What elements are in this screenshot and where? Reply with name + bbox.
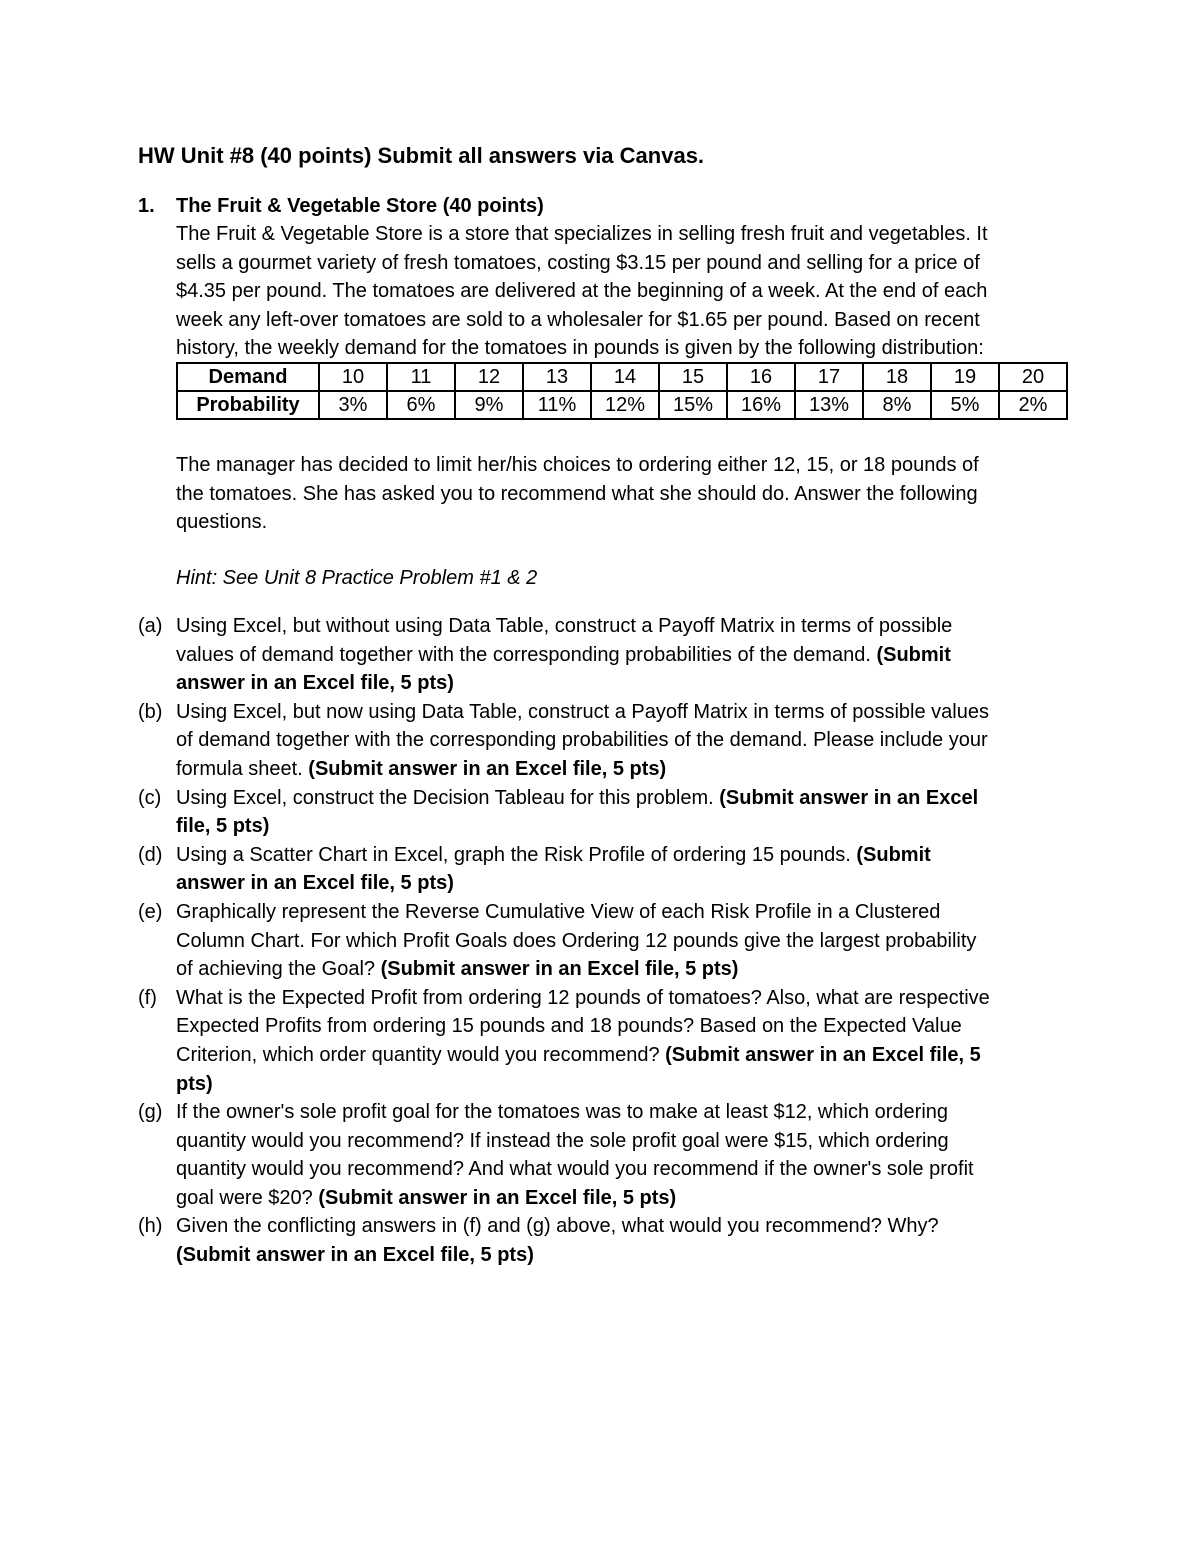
sub-question-letter: (b) bbox=[138, 700, 163, 723]
submit-instruction: (Submit answer in an Excel bbox=[719, 786, 979, 809]
question-intro bbox=[176, 220, 1066, 363]
sub-question-line bbox=[176, 669, 1078, 698]
demand-cell: 12 bbox=[455, 363, 523, 391]
sub-question-text: of achieving the Goal? bbox=[176, 958, 381, 981]
probability-cell: 9% bbox=[455, 391, 523, 419]
sub-question bbox=[138, 698, 1078, 784]
sub-question bbox=[138, 984, 1078, 1098]
sub-question-line bbox=[176, 1041, 1078, 1070]
sub-question-letter: (a) bbox=[138, 615, 163, 637]
probability-cell: 2% bbox=[999, 391, 1067, 419]
sub-question-line bbox=[176, 641, 1078, 670]
probability-cell: 3% bbox=[319, 391, 387, 419]
sub-question-line bbox=[176, 1012, 1078, 1041]
submit-instruction: file, 5 pts) bbox=[176, 815, 270, 838]
sub-question-text: of demand together with the corresponding probabilities of the demand. Please include your bbox=[176, 729, 988, 752]
question-heading: The Fruit & Vegetable Store (40 points) bbox=[176, 195, 544, 217]
submit-instruction: (Submit answer in an Excel file, 5 pts) bbox=[380, 958, 739, 981]
sub-question-text: Column Chart. For which Profit Goals does Ordering 12 pounds give the largest probability bbox=[176, 929, 977, 952]
demand-cell: 19 bbox=[931, 363, 999, 391]
sub-question-letter: (e) bbox=[138, 900, 163, 923]
sub-questions-list bbox=[138, 612, 1078, 1270]
probability-cell: 13% bbox=[795, 391, 863, 419]
sub-question-letter: (c) bbox=[138, 786, 162, 809]
demand-cell: 13 bbox=[523, 363, 591, 391]
sub-question-text: Given the conflicting answers in (f) and (g) above, what would you recommend? Why? bbox=[176, 1215, 939, 1238]
demand-cell: 15 bbox=[659, 363, 727, 391]
submit-instruction: (Submit answer in an Excel file, 5 pts) bbox=[318, 1186, 677, 1209]
demand-distribution-table bbox=[176, 362, 1068, 420]
submit-instruction: (Submit answer in an Excel file, 5 pts) bbox=[308, 757, 667, 780]
submit-instruction: answer in an Excel file, 5 pts) bbox=[176, 872, 454, 895]
sub-question-text: What is the Expected Profit from ordering 12 pounds of tomatoes? Also, what are respective bbox=[176, 986, 990, 1009]
sub-question-line bbox=[176, 1098, 1078, 1127]
sub-question-text: quantity would you recommend? And what would you recommend if the owner's sole profit bbox=[176, 1158, 974, 1181]
probability-cell: 16% bbox=[727, 391, 795, 419]
sub-question-line bbox=[176, 698, 1078, 727]
sub-question-text: Graphically represent the Reverse Cumulative View of each Risk Profile in a Clustered bbox=[176, 900, 941, 923]
demand-cell: 10 bbox=[319, 363, 387, 391]
submit-instruction: pts) bbox=[176, 1072, 213, 1095]
demand-header: Demand bbox=[177, 363, 319, 391]
probability-header: Probability bbox=[177, 391, 319, 419]
intro-line: history, the weekly demand for the tomatoes in pounds is given by the following distribution: bbox=[176, 337, 984, 360]
sub-question bbox=[138, 612, 1078, 698]
probability-cell: 5% bbox=[931, 391, 999, 419]
sub-question-line bbox=[176, 1241, 1078, 1270]
hint-text: Hint: See Unit 8 Practice Problem #1 & 2 bbox=[176, 567, 538, 589]
sub-question-text: formula sheet. bbox=[176, 757, 309, 780]
sub-question-text: Expected Profits from ordering 15 pounds and 18 pounds? Based on the Expected Value bbox=[176, 1015, 962, 1038]
sub-question-line bbox=[176, 1127, 1078, 1156]
intro-line: $4.35 per pound. The tomatoes are delivered at the beginning of a week. At the end of each bbox=[176, 280, 988, 303]
submit-instruction: (Submit answer in an Excel file, 5 bbox=[665, 1043, 981, 1066]
sub-question-letter: (g) bbox=[138, 1101, 163, 1124]
manager-line: The manager has decided to limit her/his choices to ordering either 12, 15, or 18 pounds of bbox=[176, 454, 979, 476]
sub-question bbox=[138, 1098, 1078, 1212]
demand-cell: 17 bbox=[795, 363, 863, 391]
sub-question bbox=[138, 1212, 1078, 1269]
sub-question-line bbox=[176, 1070, 1078, 1099]
sub-question-text: If the owner's sole profit goal for the tomatoes was to make at least $12, which ordering bbox=[176, 1101, 949, 1124]
sub-question-text: quantity would you recommend? If instead the sole profit goal were $15, which ordering bbox=[176, 1129, 949, 1152]
sub-question-line bbox=[176, 812, 1078, 841]
intro-line: sells a gourmet variety of fresh tomatoes, costing $3.15 per pound and selling for a price of bbox=[176, 251, 980, 274]
sub-question-letter: (d) bbox=[138, 843, 163, 866]
probability-cell: 8% bbox=[863, 391, 931, 419]
intro-line: week any left-over tomatoes are sold to a wholesaler for $1.65 per pound. Based on recent bbox=[176, 308, 980, 331]
sub-question-line bbox=[176, 784, 1078, 813]
demand-cell: 11 bbox=[387, 363, 455, 391]
probability-cell: 6% bbox=[387, 391, 455, 419]
sub-question-line bbox=[176, 726, 1078, 755]
submit-instruction: (Submit bbox=[856, 843, 931, 866]
probability-cell: 11% bbox=[523, 391, 591, 419]
sub-question-line bbox=[176, 755, 1078, 784]
sub-question-letter: (h) bbox=[138, 1215, 163, 1238]
sub-question bbox=[138, 898, 1078, 984]
demand-cell: 16 bbox=[727, 363, 795, 391]
manager-line: questions. bbox=[176, 511, 268, 534]
question-number: 1. bbox=[138, 195, 155, 217]
intro-line: The Fruit & Vegetable Store is a store that specializes in selling fresh fruit and vegetables. It bbox=[176, 223, 988, 245]
probability-row bbox=[177, 391, 1067, 419]
document-title: HW Unit #8 (40 points) Submit all answers via Canvas. bbox=[138, 143, 705, 168]
demand-cell: 14 bbox=[591, 363, 659, 391]
sub-question-text: values of demand together with the corresponding probabilities of the demand. bbox=[176, 643, 877, 666]
sub-question-line bbox=[176, 1212, 1078, 1241]
sub-question-line bbox=[176, 984, 1078, 1013]
sub-question-line bbox=[176, 927, 1078, 956]
manager-line: the tomatoes. She has asked you to recommend what she should do. Answer the following bbox=[176, 482, 978, 505]
sub-question-text: Using Excel, but now using Data Table, construct a Payoff Matrix in terms of possible values bbox=[176, 700, 989, 723]
sub-question-text: Using Excel, but without using Data Table, construct a Payoff Matrix in terms of possible bbox=[176, 615, 953, 637]
submit-instruction: (Submit bbox=[876, 643, 951, 666]
sub-question-line bbox=[176, 898, 1078, 927]
sub-question-line bbox=[176, 869, 1078, 898]
sub-question-line bbox=[176, 841, 1078, 870]
sub-question-text: Using a Scatter Chart in Excel, graph the Risk Profile of ordering 15 pounds. bbox=[176, 843, 857, 866]
sub-question bbox=[138, 784, 1078, 841]
sub-question-text: goal were $20? bbox=[176, 1186, 319, 1209]
demand-cell: 20 bbox=[999, 363, 1067, 391]
submit-instruction: (Submit answer in an Excel file, 5 pts) bbox=[176, 1244, 534, 1267]
demand-cell: 18 bbox=[863, 363, 931, 391]
probability-cell: 12% bbox=[591, 391, 659, 419]
sub-question-text: Using Excel, construct the Decision Tableau for this problem. bbox=[176, 786, 720, 809]
submit-instruction: answer in an Excel file, 5 pts) bbox=[176, 672, 454, 695]
manager-paragraph bbox=[176, 451, 1066, 537]
sub-question-line bbox=[176, 955, 1078, 984]
probability-cell: 15% bbox=[659, 391, 727, 419]
sub-question bbox=[138, 841, 1078, 898]
sub-question-letter: (f) bbox=[138, 986, 157, 1009]
sub-question-line bbox=[176, 1184, 1078, 1213]
demand-row bbox=[177, 363, 1067, 391]
sub-question-line bbox=[176, 612, 1078, 641]
sub-question-line bbox=[176, 1155, 1078, 1184]
sub-question-text: Criterion, which order quantity would you recommend? bbox=[176, 1043, 666, 1066]
